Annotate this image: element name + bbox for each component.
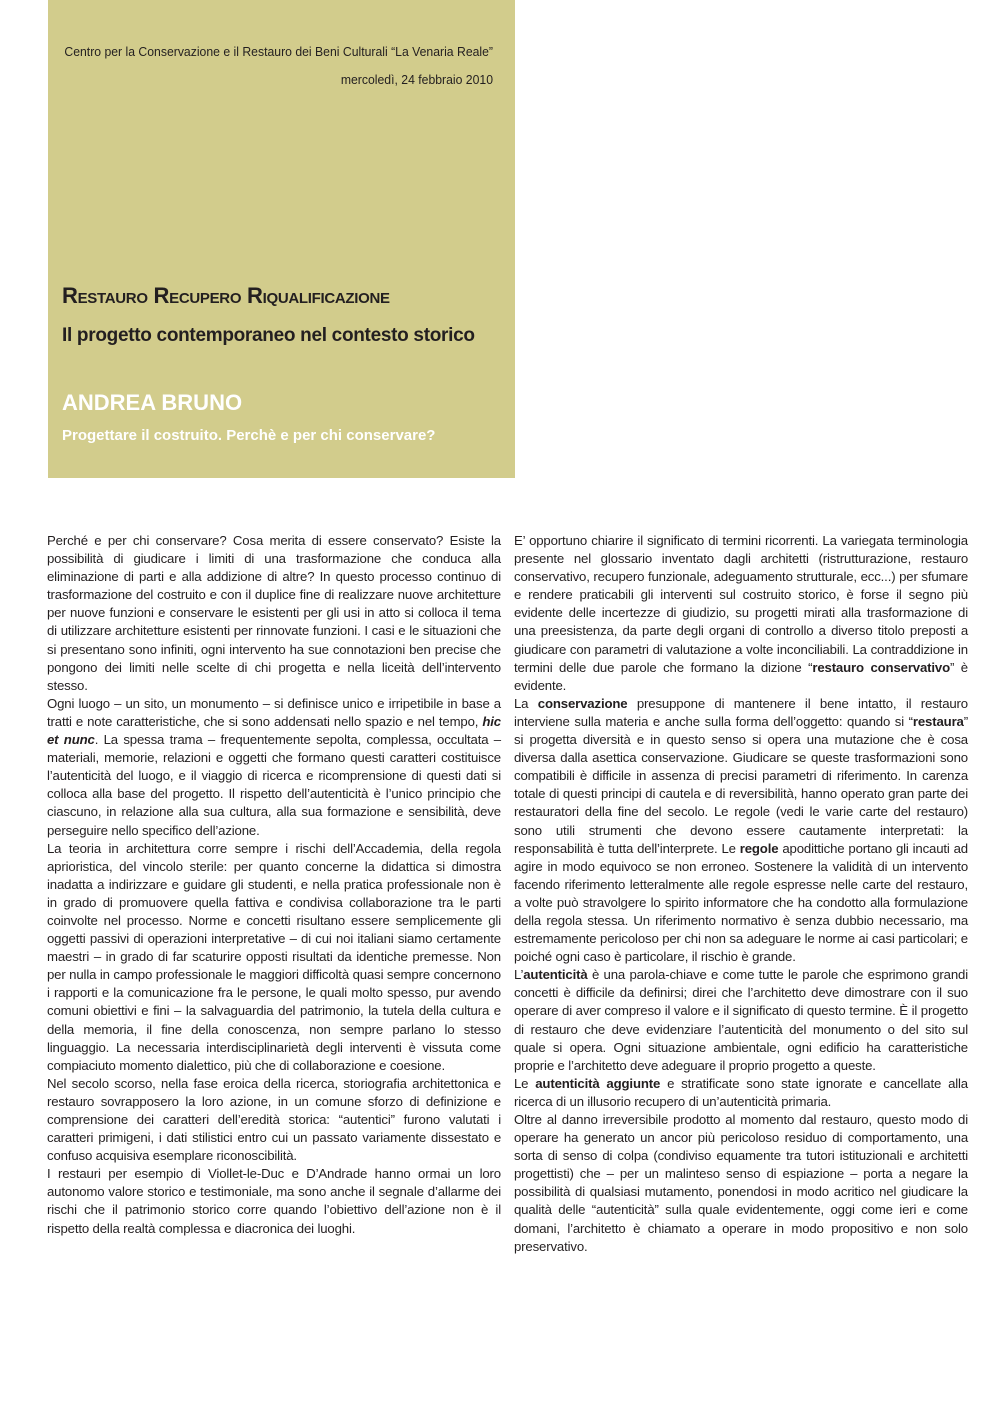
event-date: mercoledì, 24 febbraio 2010 — [340, 72, 493, 87]
left-column — [47, 532, 501, 1238]
paragraph — [514, 966, 968, 1075]
text-span: presuppone di mantenere il bene intatto, il restauro interviene sulla materia e anche sulla forma dell’oggetto: quando si “ — [514, 695, 968, 729]
text-span: Ogni luogo – un sito, un monumento – si definisce unico e irripetibile in base a tratti e note caratteristiche, che si sono addensati nello spazio e nel tempo, — [47, 695, 501, 729]
bold-term: restaura — [912, 713, 964, 729]
emphasis-text: hic et nunc — [47, 713, 501, 748]
bold-term: autenticità — [523, 967, 588, 983]
paragraph — [514, 1075, 968, 1111]
right-column — [514, 532, 968, 1256]
text-span: . La spessa trama – frequentemente sepolta, complessa, occultata – materiali, memorie, relazioni e oggetti che formano questi caratteri costituisce l’autenticità del luogo, e il viaggio di ricerca e ricomprensione di questi dati si colloca alla base del progetto. Il rispetto dell’autenticità è l’unico principio che ciascuno, in relazione alla sua cultura, alla sua formazione e sensibilità, deve perseguire nello specifico dell’azione. — [47, 732, 501, 838]
bold-term: restauro conservativo — [812, 659, 951, 675]
text-span: e stratificate sono state ignorate e cancellate alla ricerca di un illusorio recupero di un’autenticità primaria. — [514, 1075, 968, 1109]
text-span: ” è evidente. — [514, 659, 968, 693]
header-info — [61, 38, 493, 94]
text-span: E’ opportuno chiarire il significato di termini ricorrenti. La variegata terminologia presente nel glossario inventato dagli architetti (ristrutturazione, restauro conservativo, recupero funzionale, adeguamento strutturale, ecc...) per sfumare e rendere praticabili gli interventi sul costruito storico, è forse il segno più evidente delle incertezze di giudizio, su progetti mirati alla trasformazione di una preesistenza, da parte degli organi di controllo a diverso titolo preposti a giudicare con parametri di valutazione a volte inconciliabili. La contraddizione in termini delle due parole che formano la dizione “ — [514, 533, 968, 675]
text-span: è una parola-chiave e come tutte le parole che esprimono grandi concetti è difficile da definirsi; direi che l’architetto deve dimostrare con il suo operare di aver compreso il valore e il significato di questo termine. È il progetto di restauro che deve evidenziare l’autenticità del monumento o del sito sul quale si opera. Ogni situazione ambientale, ogni edificio ha caratteristiche proprie e l’architetto deve adeguare il proprio progetto a queste. — [514, 967, 968, 1073]
page-subtitle: Il progetto contemporaneo nel contesto storico — [62, 325, 475, 346]
paragraph: Oltre al danno irreversibile prodotto al momento dal restauro, questo modo di operare ha generato un ancor più pericoloso residuo di comportamento, una sorta di senso di colpa (condiviso equamente tra tutori istituzionali e architetti progettisti) che – per un malinteso senso di espiazione – porta a negare la possibilità di qualsiasi mutamento, ponendosi in modo acritico nel giudicare la qualità delle “autenticità” sulla quale evidentemente, oggi come ieri e come domani, l’architetto è chiamato a operare in modo propositivo e non solo preservativo. — [514, 1112, 968, 1254]
text-span: Le — [514, 1075, 536, 1091]
page-title: Restauro Recupero Riqualificazione — [62, 283, 390, 308]
paragraph — [514, 695, 968, 966]
text-span: ” si progetta diversità e in questo senso si opera una mutazione che è cosa diversa dalla asettica conservazione. Giudicare se queste trasformazioni sono compatibili è difficile in assenza di precisi parametri di riferimento. In carenza totale di questi principi di cautela e di reversibilità, hanno operato gran parte dei restauratori della fine del secolo. Le regole (vedi le varie carte del restauro) sono utili strumenti che devono essere cautamente interpretati: la responsabilità è tutta dell’interprete. Le — [514, 713, 968, 856]
paragraph — [47, 695, 501, 840]
paragraph: Nel secolo scorso, nella fase eroica della ricerca, storiografia architettonica e restauro sovrapposero la loro azione, in un comune sforzo di definizione e comprensione dei caratteri dell’eredità storica: “autentici” furono valutati i caratteri primigeni, i dati stilistici entro cui un passato variamente dissestato e confuso acquisiva esemplare riconoscibilità. — [47, 1075, 501, 1164]
lecture-title: Progettare il costruito. Perchè e per chi conservare? — [62, 427, 436, 444]
bold-term: autenticità aggiunte — [535, 1075, 661, 1091]
paragraph: Perché e per chi conservare? Cosa merita di essere conservato? Esiste la possibilità di giudicare i limiti di una trasformazione che conduca alla eliminazione di parti e alla addizione di altre? In questo processo continuo di trasformazione del costruito e con il duplice fine di realizzare nuove architetture per nuove funzioni e conservare le esistenti per gli usi in atto si colloca il tema di utilizzare architetture esistenti per rinnovate funzioni. I casi e le situazioni che si presentano sono infiniti, ogni intervento ha sue connotazioni ben precise che pongono dei limiti nelle scelte di chi progetta e nella liceità dell’intervento stesso. — [47, 533, 501, 693]
paragraph: I restauri per esempio di Viollet-le-Duc e D’Andrade hanno ormai un loro autonomo valore storico e testimoniale, ma sono anche il segnale d’allarme dei rischi che il patrimonio storico corre quando l’obiettivo dell’azione non è il rispetto della realtà complessa e diacronica dei luoghi. — [47, 1166, 501, 1236]
institution-name: Centro per la Conservazione e il Restauro dei Beni Culturali “La Venaria Reale” — [64, 44, 494, 59]
author-name: ANDREA BRUNO — [62, 390, 243, 415]
bold-term: conservazione — [537, 695, 628, 711]
text-span: La — [514, 695, 538, 711]
header-box — [48, 0, 515, 478]
text-span: apodittiche portano gli incauti ad agire in modo equivoco se non erroneo. Sostenere la validità di un intervento facendo riferimento letteralmente alle regole espresse nelle carte del restauro, a volte può stravolgere lo spirito informatore che ha condotto alla formulazione della regola stessa. Un riferimento normativo è senza dubbio necessario, ma estremamente pericoloso per chi non sa adeguare le norme ai casi particolari; e poiché ogni caso è particolare, il rischio è grande. — [514, 840, 968, 965]
bold-term: regole — [739, 840, 779, 856]
paragraph: La teoria in architettura corre sempre i rischi dell’Accademia, della regola aprioristica, del vincolo sterile: per quanto concerne la didattica si dimostra inadatta a indirizzare e guidare gli studenti, e nella pratica professionale non è in grado di promuovere quella fattiva e condivisa collaborazione tra le parti coinvolte nel processo. Norme e concetti risultano essere semplicemente gli oggetti passivi di operazioni interpretative – di cui noi italiani siamo certamente maestri – in grado di far scaturire opposti risultati da identiche premesse. Non per nulla in campo professionale le maggiori difficoltà quasi sempre concernono i rapporti e la comunicazione fra le persone, le quali molto spesso, pur avendo comuni obiettivi e fini – la salvaguardia del patrimonio, la tutela della cultura e della memoria, il fine della conoscenza, non sempre parlano lo stesso linguaggio. La necessaria interdisciplinarietà degli interventi è vissuta come compiaciuto momento dialettico, più che di collaborazione e coesione. — [47, 840, 501, 1073]
paragraph — [514, 532, 968, 695]
text-span: L’ — [514, 967, 524, 983]
